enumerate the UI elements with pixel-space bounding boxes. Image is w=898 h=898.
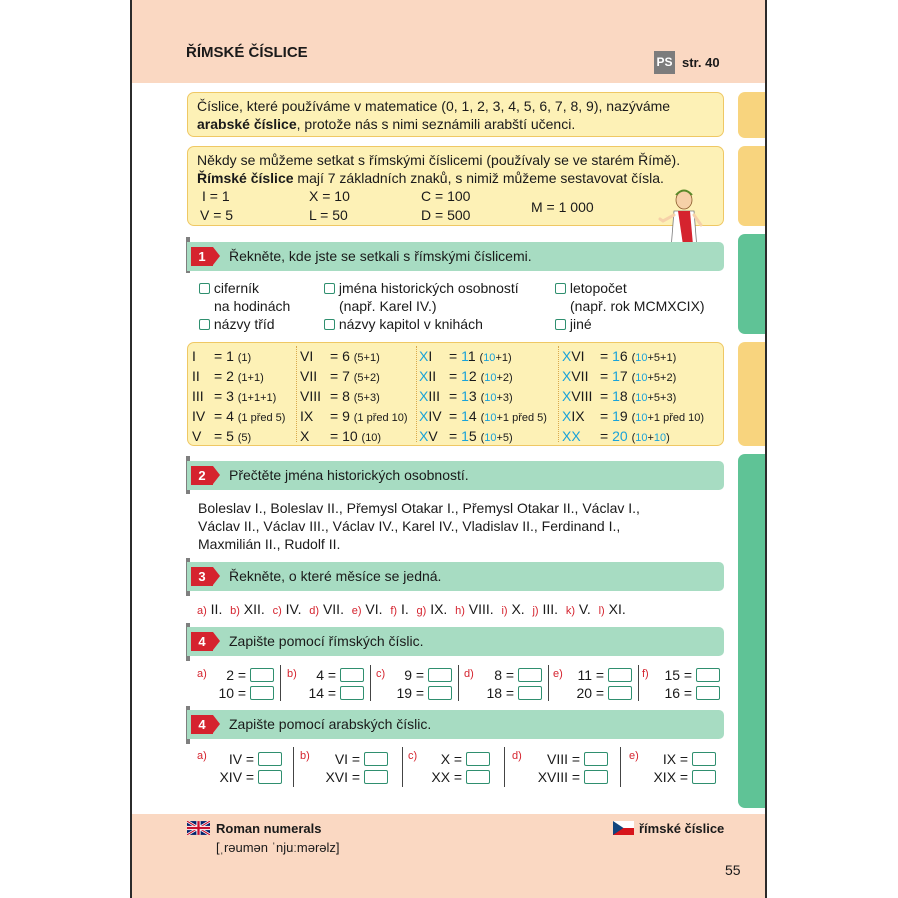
exercise-line: XIX = — [626, 768, 716, 786]
exercise-line: 16 = — [640, 684, 720, 702]
option-chapter-names[interactable] — [324, 315, 483, 333]
numeral-row: XV = 15 (10+5) — [419, 428, 513, 444]
group-letter: c) — [408, 750, 418, 762]
numerals-table — [187, 342, 724, 446]
month-item: a) II. — [197, 601, 223, 617]
option-other-label: jiné — [569, 316, 592, 332]
table-separator-3 — [558, 346, 560, 442]
option-clock-label-2: na hodinách — [214, 298, 291, 314]
exercise-line: 19 = — [372, 684, 452, 702]
answer-box[interactable] — [250, 668, 274, 682]
exercise-line: X = — [402, 750, 490, 768]
english-pronunciation: [ˌrəumən ˈnjuːmərəlz] — [216, 840, 340, 855]
table-separator-1 — [296, 346, 298, 442]
symbol-X: X = 10 — [309, 188, 350, 204]
numeral-row: VI = 6 (5+1) — [300, 348, 380, 364]
numeral-row: XVII = 17 (10+5+2) — [562, 368, 677, 384]
roman-intro-text — [197, 151, 680, 187]
group-divider — [280, 665, 281, 701]
checkbox-year[interactable] — [555, 283, 566, 294]
numeral-row: V = 5 (5) — [192, 428, 252, 444]
exercise-line: IV = — [194, 750, 282, 768]
option-historical-names-label-2: (např. Karel IV.) — [339, 298, 437, 314]
exercise-line: XVIII = — [512, 768, 608, 786]
checkbox-class-names[interactable] — [199, 319, 210, 330]
numeral-row: XX = 20 (10+10) — [562, 428, 670, 444]
task-4-label: Zapište pomocí římských číslic. — [229, 633, 424, 649]
numeral-row: XIV = 14 (10+1 před 5) — [419, 408, 547, 424]
answer-box[interactable] — [340, 686, 364, 700]
exercise-line: 18 = — [462, 684, 542, 702]
task-5-label: Zapište pomocí arabských číslic. — [229, 716, 432, 732]
task-5-number: 4 — [191, 715, 213, 734]
exercise-line: 15 = — [640, 666, 720, 684]
to-roman-exercises — [194, 663, 724, 705]
option-class-names-label: názvy tříd — [213, 316, 275, 332]
month-item: k) V. — [565, 601, 591, 617]
exercise-line: 9 = — [372, 666, 452, 684]
month-item: h) VIII. — [455, 601, 494, 617]
table-separator-2 — [416, 346, 418, 442]
roman-intro-line-1: Někdy se můžeme setkat s římskými číslicemi (používaly se ve starém Římě). — [197, 152, 681, 168]
page-header — [132, 0, 765, 83]
task-2-number: 2 — [191, 466, 213, 485]
answer-box[interactable] — [584, 770, 608, 784]
roman-intro-line-2-rest: mají 7 základních znaků, s nimiž můžeme sestavovat čísla. — [293, 170, 664, 186]
exercise-line: VIII = — [512, 750, 608, 768]
symbol-C: C = 100 — [421, 188, 471, 204]
answer-box[interactable] — [466, 752, 490, 766]
answer-box[interactable] — [518, 668, 542, 682]
numeral-row: II = 2 (1+1) — [192, 368, 264, 384]
group-letter: c) — [376, 668, 386, 680]
side-tab-green-2 — [738, 454, 767, 808]
group-divider — [620, 747, 621, 787]
historical-names-list — [198, 499, 640, 553]
answer-box[interactable] — [258, 752, 282, 766]
intro-line-1: Číslice, které používáme v matematice (0, 1, 2, 3, 4, 5, 6, 7, 8, 9), nazýváme — [197, 98, 671, 114]
task-1-label: Řekněte, kde jste se setkali s římskými číslicemi. — [229, 248, 532, 264]
numeral-row: IV = 4 (1 před 5) — [192, 408, 286, 424]
exercise-line: XX = — [402, 768, 490, 786]
group-divider — [293, 747, 294, 787]
checkbox-other[interactable] — [555, 319, 566, 330]
option-clock[interactable] — [199, 279, 290, 315]
numeral-row: XIII = 13 (10+3) — [419, 388, 513, 404]
answer-box[interactable] — [428, 668, 452, 682]
task-3-number: 3 — [191, 567, 213, 586]
option-year-label-2: (např. rok MCMXCIX) — [570, 298, 705, 314]
textbook-page — [130, 0, 767, 898]
month-item: j) III. — [532, 601, 559, 617]
intro-box — [187, 92, 724, 137]
group-divider — [504, 747, 505, 787]
answer-box[interactable] — [518, 686, 542, 700]
answer-box[interactable] — [696, 686, 720, 700]
month-item: l) XI. — [598, 601, 626, 617]
exercise-line: XIV = — [194, 768, 282, 786]
numerals-col-1 — [192, 347, 285, 447]
checkbox-chapter-names[interactable] — [324, 319, 335, 330]
answer-box[interactable] — [466, 770, 490, 784]
answer-box[interactable] — [258, 770, 282, 784]
workbook-page-ref: str. 40 — [682, 55, 720, 70]
group-letter: d) — [464, 668, 474, 680]
answer-box[interactable] — [364, 752, 388, 766]
option-other[interactable] — [555, 315, 592, 333]
names-line-2: Václav II., Václav III., Václav IV., Karel IV., Vladislav II., Ferdinand I., — [198, 518, 621, 534]
group-divider — [548, 665, 549, 701]
answer-box[interactable] — [584, 752, 608, 766]
workbook-badge: PS — [654, 51, 675, 74]
numeral-row: VIII = 8 (5+3) — [300, 388, 380, 404]
answer-box[interactable] — [692, 770, 716, 784]
page-number: 55 — [725, 862, 741, 878]
numeral-row: XVIII = 18 (10+5+3) — [562, 388, 677, 404]
month-item: g) IX. — [416, 601, 448, 617]
intro-line-2-rest: , protože nás s nimi seznámili arabští učenci. — [296, 116, 576, 132]
exercise-line: 2 = — [194, 666, 274, 684]
group-divider — [638, 665, 639, 701]
side-tab-orange-3 — [738, 342, 767, 446]
group-divider — [370, 665, 371, 701]
month-item: e) VI. — [351, 601, 383, 617]
task-4-number: 4 — [191, 632, 213, 651]
numeral-row: X = 10 (10) — [300, 428, 382, 444]
answer-box[interactable] — [608, 668, 632, 682]
group-letter: a) — [197, 668, 207, 680]
numerals-col-2 — [300, 347, 408, 447]
roman-bold-term: Římské číslice — [197, 170, 294, 186]
exercise-line: 20 = — [552, 684, 632, 702]
numeral-row: IX = 9 (1 před 10) — [300, 408, 408, 424]
group-letter: e) — [629, 750, 639, 762]
side-tab-orange-1 — [738, 92, 767, 138]
option-historical-names[interactable] — [324, 279, 519, 315]
english-term: Roman numerals — [216, 821, 322, 836]
czech-flag-icon — [613, 821, 634, 835]
numeral-row: XIX = 19 (10+1 před 10) — [562, 408, 705, 424]
numeral-row: XII = 12 (10+2) — [419, 368, 513, 384]
numeral-row: III = 3 (1+1+1) — [192, 388, 277, 404]
roman-symbols-box — [187, 146, 724, 226]
option-clock-label: ciferník — [213, 280, 260, 296]
names-line-3: Maxmilián II., Rudolf II. — [198, 536, 341, 552]
option-year[interactable] — [555, 279, 705, 315]
roman-intro-line-2 — [197, 169, 680, 187]
months-list — [197, 600, 626, 620]
month-item: i) X. — [501, 601, 525, 617]
group-letter: b) — [300, 750, 310, 762]
group-letter: f) — [642, 668, 649, 680]
numeral-row: I = 1 (1) — [192, 348, 252, 364]
exercise-line: IX = — [626, 750, 716, 768]
exercise-line: 11 = — [552, 666, 632, 684]
answer-box[interactable] — [608, 686, 632, 700]
answer-box[interactable] — [428, 686, 452, 700]
checkbox-historical-names[interactable] — [324, 283, 335, 294]
side-tab-green-1 — [738, 234, 767, 334]
symbol-L: L = 50 — [309, 207, 348, 223]
intro-bold-term: arabské číslice — [197, 116, 297, 132]
answer-box[interactable] — [364, 770, 388, 784]
month-item: f) I. — [390, 601, 409, 617]
exercise-line: 4 = — [284, 666, 364, 684]
names-line-1: Boleslav I., Boleslav II., Přemysl Otakar I., Přemysl Otakar II., Václav I., — [198, 500, 640, 516]
uk-flag-icon — [187, 821, 210, 835]
exercise-line: 14 = — [284, 684, 364, 702]
page-footer — [132, 814, 765, 898]
task-3-label: Řekněte, o které měsíce se jedná. — [229, 568, 442, 584]
answer-box[interactable] — [340, 668, 364, 682]
symbol-D: D = 500 — [421, 207, 471, 223]
symbol-M: M = 1 000 — [531, 199, 594, 215]
symbol-I: I = 1 — [202, 188, 230, 204]
month-item: c) IV. — [272, 601, 302, 617]
answer-box[interactable] — [696, 668, 720, 682]
month-item: d) VII. — [309, 601, 344, 617]
option-chapter-names-label: názvy kapitol v knihách — [338, 316, 483, 332]
numeral-row: XI = 11 (10+1) — [419, 348, 512, 364]
answer-box[interactable] — [692, 752, 716, 766]
group-letter: d) — [512, 750, 522, 762]
answer-box[interactable] — [250, 686, 274, 700]
option-historical-names-label: jména historických osobností — [338, 280, 519, 296]
exercise-line: VI = — [298, 750, 388, 768]
group-letter: a) — [197, 750, 207, 762]
exercise-line: 10 = — [194, 684, 274, 702]
task-2-label: Přečtěte jména historických osobností. — [229, 467, 469, 483]
exercise-line: XVI = — [298, 768, 388, 786]
czech-term: římské číslice — [639, 821, 725, 836]
to-arabic-exercises — [194, 745, 724, 789]
option-class-names[interactable] — [199, 315, 275, 333]
exercise-line: 8 = — [462, 666, 542, 684]
group-divider — [458, 665, 459, 701]
numeral-row: XVI = 16 (10+5+1) — [562, 348, 677, 364]
group-letter: e) — [553, 668, 563, 680]
task-1-number: 1 — [191, 247, 213, 266]
group-letter: b) — [287, 668, 297, 680]
symbol-V: V = 5 — [200, 207, 234, 223]
intro-text — [197, 97, 670, 133]
numeral-row: VII = 7 (5+2) — [300, 368, 380, 384]
numerals-col-3 — [419, 347, 547, 447]
month-item: b) XII. — [230, 601, 265, 617]
numerals-col-4 — [562, 347, 704, 447]
option-year-label: letopočet — [569, 280, 627, 296]
intro-line-2 — [197, 115, 670, 133]
side-tab-orange-2 — [738, 146, 767, 226]
page-title: ŘÍMSKÉ ČÍSLICE — [186, 44, 308, 61]
checkbox-clock[interactable] — [199, 283, 210, 294]
